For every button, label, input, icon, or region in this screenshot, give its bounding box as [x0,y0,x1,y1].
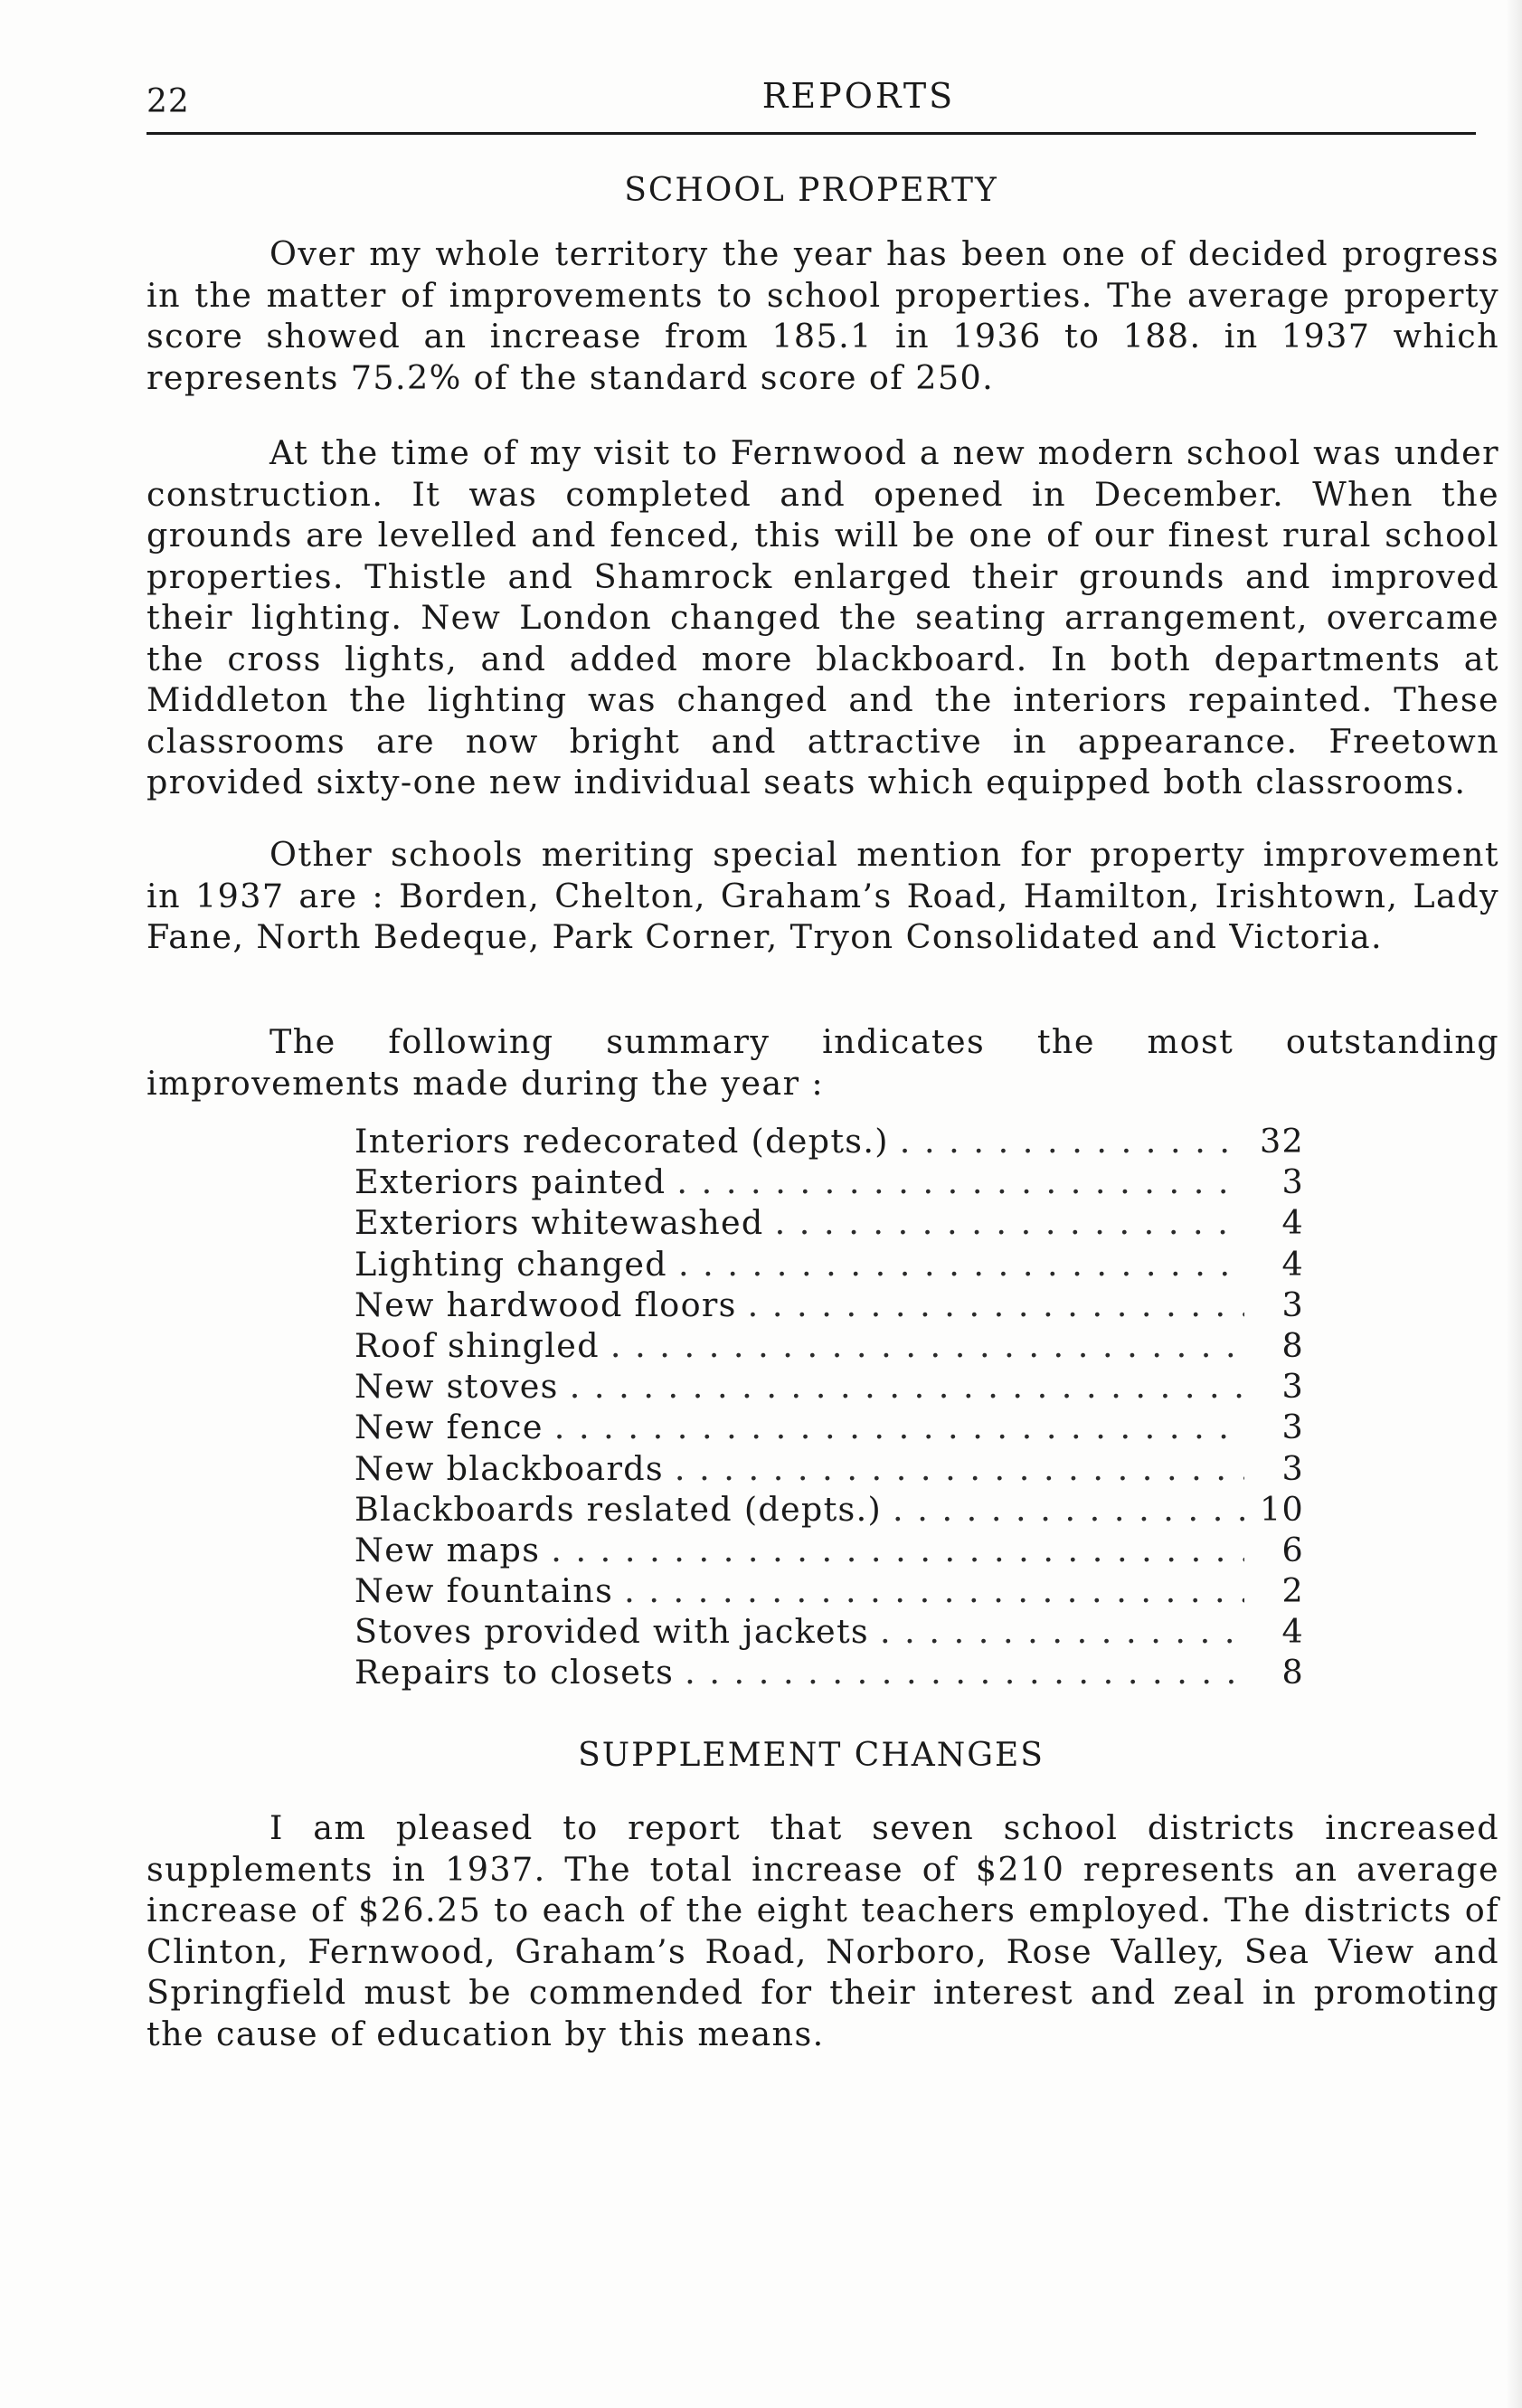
summary-row [355,1653,1304,1693]
paragraph-summary-intro: The following summary indicates the most outstanding improvements made during the year : [147,1022,1499,1103]
page-number: 22 [147,83,190,120]
summary-value: 4 [1281,1203,1304,1243]
summary-value: 4 [1281,1612,1304,1652]
summary-value: 3 [1281,1408,1304,1447]
summary-value: 3 [1281,1367,1304,1407]
summary-row [355,1326,1304,1367]
running-title: REPORTS [761,76,956,116]
summary-value: 3 [1281,1162,1304,1202]
summary-label: Lighting changed [355,1244,667,1284]
summary-label: Blackboards reslated (depts.) [355,1489,883,1529]
dot-leader [675,1449,1244,1488]
header-rule [147,132,1476,135]
dot-leader [624,1571,1244,1610]
summary-row [355,1612,1304,1653]
running-head [147,71,1471,134]
section-heading-school-property: SCHOOL PROPERTY [624,172,998,209]
dot-leader [554,1408,1244,1446]
summary-row [355,1408,1304,1448]
section-heading-supplement-changes: SUPPLEMENT CHANGES [578,1737,1045,1774]
dot-leader [676,1162,1244,1201]
dot-leader [880,1612,1244,1651]
dot-leader [900,1122,1244,1161]
summary-row [355,1531,1304,1571]
summary-value: 3 [1281,1285,1304,1324]
improvements-summary-list [355,1122,1304,1694]
summary-row [355,1203,1304,1244]
summary-row [355,1367,1304,1408]
summary-value: 2 [1281,1571,1304,1611]
summary-row [355,1571,1304,1612]
dot-leader [610,1326,1244,1365]
summary-label: Repairs to closets [355,1653,675,1692]
summary-value: 32 [1259,1122,1304,1161]
paragraph-fernwood-improvements: At the time of my visit to Fernwood a new modern school was under construction. It was completed and opened in December. When the grounds are levelled and fenced, this will be one of our finest rural school properties. Thistle and Shamrock enlarged their grounds and improved their lighting. New London changed the seating arrangement, overcame the cross lights, and added more blackboard. In both departments at Middleton the lighting was changed and the interiors repainted. These classrooms are now bright and attractive in appearance. Freetown provided sixty-one new individual seats which equipped both classrooms. [147,433,1499,801]
summary-row [355,1245,1304,1285]
summary-value: 4 [1281,1244,1304,1284]
summary-value: 8 [1281,1653,1304,1692]
paragraph-special-mention: Other schools meriting special mention for property improvement in 1937 are : Borden, Chelton, Graham’s Road, Hamilton, Irishtown, Lady Fane, North Bedeque, Park Corner, Tryon Consolidated and Victoria. [147,835,1499,956]
summary-row [355,1285,1304,1326]
summary-row [355,1122,1304,1162]
page-edge-shadow [1506,0,1522,2408]
summary-value: 6 [1281,1530,1304,1569]
summary-label: Exteriors whitewashed [355,1203,764,1243]
paragraph-property-progress: Over my whole territory the year has been one of decided progress in the matter of improvements to school properties. The average property score showed an increase from 185.1 in 1936 to 188. in 1937 which represents 75.2% of the standard score of 250. [147,234,1499,397]
dot-leader [551,1531,1244,1569]
summary-value: 3 [1281,1448,1304,1488]
summary-value: 8 [1281,1325,1304,1365]
summary-label: Stoves provided with jackets [355,1612,869,1652]
summary-label: Exteriors painted [355,1162,666,1202]
paragraph-supplement-increase: I am pleased to report that seven school districts increased supplements in 1937. The total increase of $210 represents an average increase of $26.25 to each of the eight teachers employed. The districts of Clinton, Fernwood, Graham’s Road, Norboro, Rose Valley, Sea View and Springfield must be commended for their interest and zeal in promoting the cause of education by this means. [147,1808,1499,2053]
dot-leader [775,1203,1244,1242]
summary-label: Interiors redecorated (depts.) [355,1122,889,1161]
summary-label: New maps [355,1530,541,1569]
summary-label: New blackboards [355,1448,664,1488]
summary-row [355,1490,1304,1531]
summary-row [355,1162,1304,1203]
summary-label: New fence [355,1408,544,1447]
dot-leader [570,1367,1244,1406]
summary-label: New fountains [355,1571,614,1611]
summary-row [355,1449,1304,1490]
summary-value: 10 [1259,1489,1304,1529]
summary-label: New hardwood floors [355,1285,737,1324]
dot-leader [685,1653,1244,1692]
dot-leader [678,1245,1244,1284]
dot-leader [748,1285,1244,1324]
summary-label: Roof shingled [355,1325,600,1365]
summary-label: New stoves [355,1367,559,1407]
dot-leader [893,1490,1244,1529]
